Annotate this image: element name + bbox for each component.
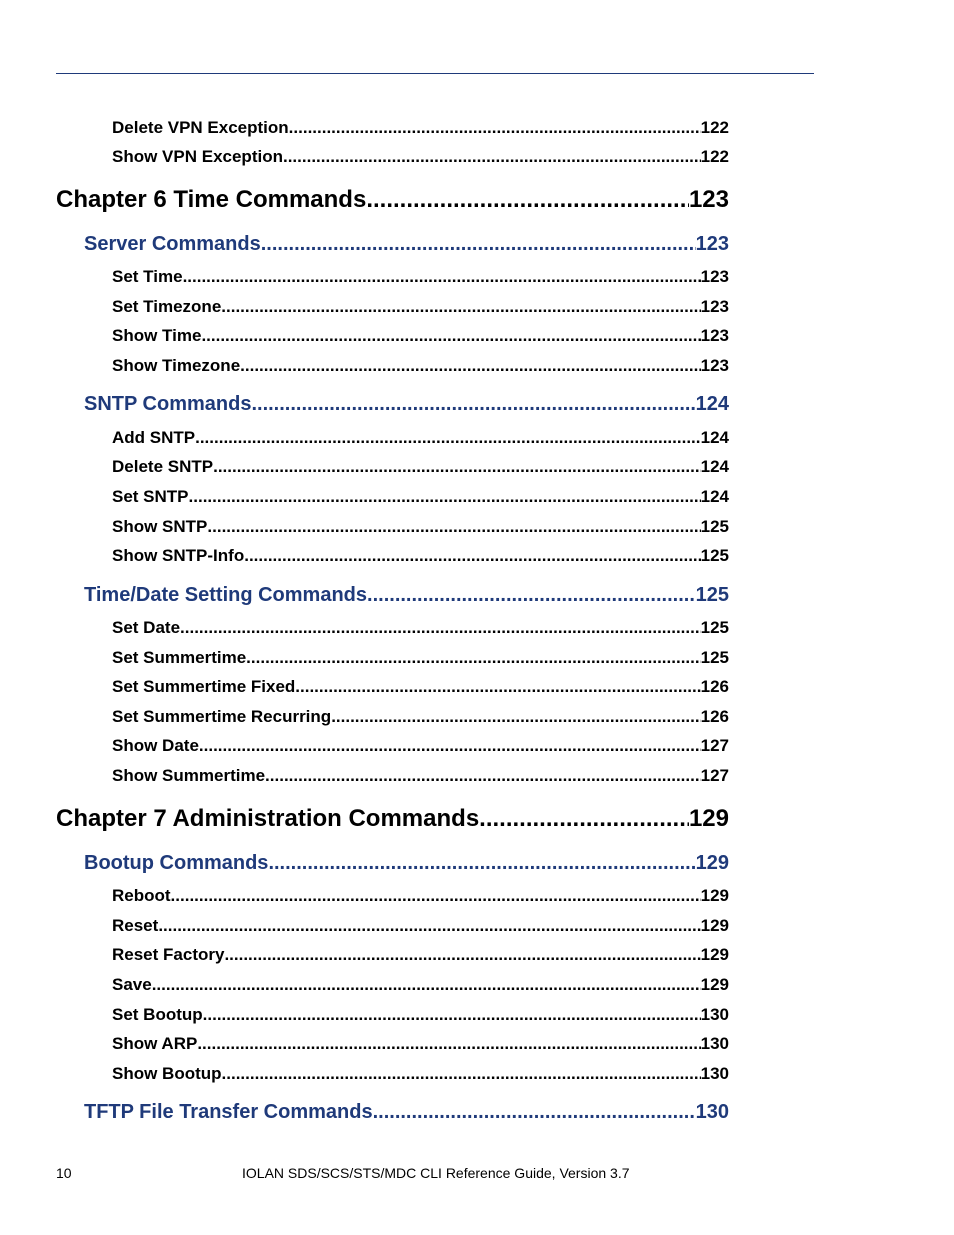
toc-entry-title: Set Time — [112, 267, 183, 286]
toc-entry-title: Show SNTP-Info — [112, 546, 245, 565]
toc-entry-title: Delete VPN Exception — [112, 118, 289, 137]
toc-entry-title: Show Bootup — [112, 1064, 222, 1083]
toc-leader-dots — [268, 850, 695, 876]
toc-entry[interactable] — [112, 427, 729, 449]
toc-entry-page: 129 — [700, 975, 729, 994]
toc-entry-title: Reset — [112, 916, 159, 935]
toc-entry-page: 124 — [700, 487, 729, 506]
toc-entry-title: Chapter 6 Time Commands — [56, 186, 367, 213]
toc-entry-title: Set Timezone — [112, 297, 222, 316]
toc-entry-page: 123 — [695, 233, 729, 255]
header-rule — [56, 73, 814, 74]
toc-leader-dots — [331, 706, 700, 728]
toc-entry[interactable] — [112, 266, 729, 288]
toc-entry-page: 127 — [700, 736, 729, 755]
toc-entry-title: Server Commands — [84, 233, 261, 255]
toc-leader-dots — [240, 355, 700, 377]
toc-leader-dots — [367, 582, 696, 608]
toc-entry-page: 123 — [688, 186, 729, 213]
toc-entry-page: 123 — [700, 326, 729, 345]
toc-entry-page: 129 — [688, 805, 729, 832]
toc-entry-title: Set Summertime — [112, 648, 247, 667]
toc-entry[interactable] — [112, 647, 729, 669]
toc-leader-dots — [197, 1033, 700, 1055]
toc-section[interactable] — [84, 231, 729, 257]
toc-entry-page: 130 — [700, 1034, 729, 1053]
toc-entry[interactable] — [112, 1004, 729, 1026]
toc-leader-dots — [171, 885, 701, 907]
toc-leader-dots — [265, 765, 701, 787]
toc-entry-page: 126 — [700, 677, 729, 696]
toc-entry-title: Show Time — [112, 326, 202, 345]
toc-leader-dots — [189, 486, 701, 508]
toc-entry-title: Chapter 7 Administration Commands — [56, 805, 480, 832]
toc-entry-page: 123 — [700, 267, 729, 286]
toc-entry-page: 124 — [695, 393, 729, 415]
toc-entry-title: Delete SNTP — [112, 457, 214, 476]
toc-entry[interactable] — [112, 545, 729, 567]
toc-entry-page: 130 — [700, 1064, 729, 1083]
toc-entry[interactable] — [112, 296, 729, 318]
toc-leader-dots — [251, 391, 695, 417]
toc-entry-page: 124 — [700, 428, 729, 447]
toc-leader-dots — [183, 266, 701, 288]
toc-section[interactable] — [84, 850, 729, 876]
toc-entry-page: 123 — [700, 297, 729, 316]
toc-entry[interactable] — [112, 1063, 729, 1085]
toc-entry[interactable] — [112, 1033, 729, 1055]
toc-leader-dots — [289, 117, 701, 139]
toc-entry-title: Set SNTP — [112, 487, 189, 506]
toc-entry-page: 129 — [700, 916, 729, 935]
toc-entry-page: 124 — [700, 457, 729, 476]
toc-entry[interactable] — [112, 706, 729, 728]
toc-entry[interactable] — [112, 735, 729, 757]
toc-entry-title: Set Bootup — [112, 1005, 203, 1024]
toc-entry-page: 130 — [700, 1005, 729, 1024]
toc-leader-dots — [246, 647, 700, 669]
toc-leader-dots — [199, 735, 701, 757]
toc-entry-title: SNTP Commands — [84, 393, 252, 415]
toc-entry[interactable] — [112, 117, 729, 139]
toc-entry-page: 126 — [700, 707, 729, 726]
toc-leader-dots — [207, 516, 700, 538]
toc-entry[interactable] — [112, 617, 729, 639]
toc-entry-title: Show Timezone — [112, 356, 241, 375]
toc-entry[interactable] — [112, 486, 729, 508]
toc-entry-title: TFTP File Transfer Commands — [84, 1101, 373, 1123]
toc-leader-dots — [283, 146, 701, 168]
toc-leader-dots — [261, 231, 696, 257]
toc-leader-dots — [213, 456, 701, 478]
toc-entry-title: Set Summertime Recurring — [112, 707, 332, 726]
toc-entry[interactable] — [112, 146, 729, 168]
toc-entry-title: Show Date — [112, 736, 199, 755]
toc-entry-page: 129 — [695, 852, 729, 874]
toc-entry[interactable] — [112, 915, 729, 937]
toc-entry-page: 125 — [695, 584, 729, 606]
toc-entry-page: 125 — [700, 648, 729, 667]
toc-chapter[interactable] — [56, 185, 729, 215]
toc-leader-dots — [203, 1004, 701, 1026]
footer-page-number: 10 — [56, 1165, 72, 1181]
toc-leader-dots — [222, 1063, 701, 1085]
toc-entry[interactable] — [112, 974, 729, 996]
toc-entry-title: Reset Factory — [112, 945, 225, 964]
toc-entry-page: 130 — [695, 1101, 729, 1123]
toc-leader-dots — [295, 676, 700, 698]
toc-entry-title: Time/Date Setting Commands — [84, 584, 368, 606]
toc-leader-dots — [373, 1099, 696, 1125]
toc-leader-dots — [180, 617, 701, 639]
toc-entry[interactable] — [112, 885, 729, 907]
toc-section[interactable] — [84, 391, 729, 417]
toc-entry-page: 122 — [700, 118, 729, 137]
toc-entry-page: 125 — [700, 546, 729, 565]
toc-leader-dots — [221, 296, 700, 318]
toc-entry-page: 127 — [700, 766, 729, 785]
toc-entry-page: 125 — [700, 618, 729, 637]
toc-entry[interactable] — [112, 355, 729, 377]
toc-entry-title: Bootup Commands — [84, 852, 269, 874]
toc-entry-page: 129 — [700, 886, 729, 905]
toc-entry-title: Show ARP — [112, 1034, 198, 1053]
toc-entry-title: Show Summertime — [112, 766, 266, 785]
toc-entry-title: Set Summertime Fixed — [112, 677, 296, 696]
toc-leader-dots — [195, 427, 701, 449]
toc-entry[interactable] — [112, 456, 729, 478]
footer-document-title: IOLAN SDS/SCS/STS/MDC CLI Reference Guide, Version 3.7 — [242, 1165, 630, 1181]
toc-entry-page: 123 — [700, 356, 729, 375]
toc-entry-page: 129 — [700, 945, 729, 964]
toc-entry-title: Add SNTP — [112, 428, 196, 447]
toc-entry-title: Show SNTP — [112, 517, 208, 536]
toc-section[interactable] — [84, 582, 729, 608]
toc-entry[interactable] — [112, 516, 729, 538]
toc-leader-dots — [152, 974, 701, 996]
toc-entry-title: Show VPN Exception — [112, 147, 283, 166]
toc-entry-title: Save — [112, 975, 152, 994]
toc-entry[interactable] — [112, 944, 729, 966]
toc-leader-dots — [224, 944, 700, 966]
toc-entry-title: Set Date — [112, 618, 181, 637]
toc-entry[interactable] — [112, 676, 729, 698]
toc-leader-dots — [366, 185, 689, 215]
toc-section[interactable] — [84, 1099, 729, 1125]
toc-leader-dots — [158, 915, 700, 937]
toc-entry-page: 125 — [700, 517, 729, 536]
toc-leader-dots — [479, 804, 689, 834]
toc-entry-title: Reboot — [112, 886, 171, 905]
toc-entry[interactable] — [112, 765, 729, 787]
toc-leader-dots — [244, 545, 700, 567]
toc-entry[interactable] — [112, 325, 729, 347]
toc-entry-page: 122 — [700, 147, 729, 166]
toc-chapter[interactable] — [56, 804, 729, 834]
toc-leader-dots — [201, 325, 700, 347]
